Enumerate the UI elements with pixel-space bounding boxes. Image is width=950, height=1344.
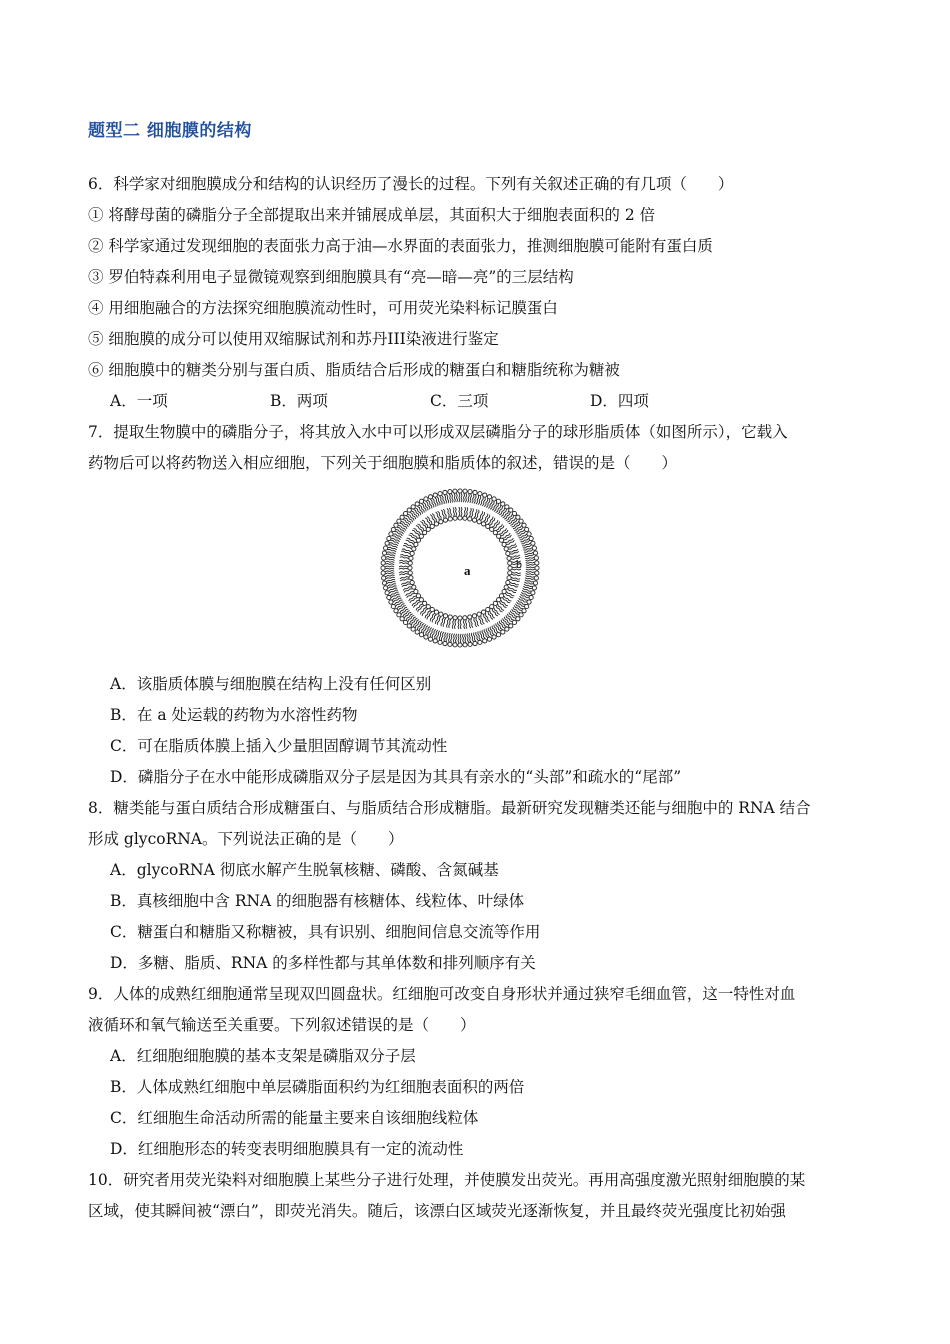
- phospholipid-head: [448, 615, 452, 619]
- phospholipid-head: [415, 630, 419, 634]
- phospholipid-tail: [447, 508, 449, 517]
- phospholipid-head: [519, 519, 523, 523]
- phospholipid-head: [389, 532, 393, 536]
- phospholipid-tail: [385, 563, 394, 564]
- phospholipid-tail: [399, 574, 408, 576]
- phospholipid-tail: [526, 571, 535, 572]
- phospholipid-tail: [526, 562, 535, 563]
- q6-stem: 6．科学家对细胞膜成分和结构的认识经历了漫长的过程。下列有关叙述正确的有几项（ ）: [88, 175, 734, 193]
- phospholipid-head: [414, 542, 418, 546]
- phospholipid-tail: [525, 580, 534, 582]
- phospholipid-head: [516, 515, 520, 519]
- phospholipid-tail: [525, 578, 534, 580]
- phospholipid-tail: [466, 620, 468, 629]
- phospholipid-head: [412, 585, 416, 589]
- q6-item-3: ③ 罗伯特森利用电子显微镜观察到细胞膜具有“亮—暗—亮”的三层结构: [88, 268, 574, 286]
- phospholipid-tail: [399, 571, 408, 573]
- phospholipid-head: [428, 495, 432, 499]
- phospholipid-tail: [455, 507, 457, 516]
- phospholipid-head: [525, 527, 529, 531]
- phospholipid-head: [463, 643, 467, 647]
- q6-item-2: ② 科学家通过发现细胞的表面张力高于油—水界面的表面张力，推测细胞膜可能附有蛋白质: [88, 237, 713, 255]
- phospholipid-head: [458, 489, 462, 493]
- phospholipid-head: [407, 508, 411, 512]
- q6-item-1: ① 将酵母菌的磷脂分子全部提取出来并铺展成单层，其面积大于细胞表面积的 2 倍: [88, 206, 656, 224]
- phospholipid-tail: [512, 574, 521, 576]
- phospholipid-head: [443, 614, 447, 618]
- phospholipid-head: [448, 642, 452, 646]
- phospholipid-tail: [511, 577, 520, 579]
- q10-stem-line1: 10．研究者用荧光染料对细胞膜上某些分子进行处理，并使膜发出荧光。再用高强度激光照射细胞膜的某: [88, 1171, 806, 1189]
- phospholipid-head: [477, 520, 481, 524]
- q6-option-c: C．三项: [430, 392, 489, 410]
- phospholipid-head: [453, 616, 457, 620]
- q8-option-a: A．glycoRNA 彻底水解产生脱氧核糖、磷酸、含氮碱基: [110, 861, 499, 879]
- phospholipid-head: [381, 561, 385, 565]
- phospholipid-tail: [453, 507, 455, 516]
- phospholipid-tail: [469, 633, 471, 642]
- phospholipid-tail: [435, 630, 438, 639]
- phospholipid-head: [487, 495, 491, 499]
- phospholipid-head: [419, 598, 423, 602]
- phospholipid-head: [384, 586, 388, 590]
- phospholipid-tail: [461, 507, 462, 516]
- q7-stem-line2: 药物后可以将药物送入相应细胞，下列关于细胞膜和脂质体的叙述，错误的是（ ）: [88, 454, 678, 472]
- phospholipid-head: [424, 497, 428, 501]
- phospholipid-tail: [458, 620, 459, 629]
- phospholipid-tail: [399, 560, 408, 562]
- phospholipid-head: [483, 493, 487, 497]
- phospholipid-tail: [480, 631, 483, 640]
- phospholipid-head: [486, 524, 490, 528]
- phospholipid-tail: [386, 559, 395, 561]
- phospholipid-head: [387, 536, 391, 540]
- phospholipid-tail: [510, 582, 519, 585]
- phospholipid-head: [434, 610, 438, 614]
- phospholipid-tail: [437, 497, 440, 506]
- phospholipid-head: [468, 642, 472, 646]
- phospholipid-head: [400, 617, 404, 621]
- phospholipid-head: [423, 601, 427, 605]
- phospholipid-head: [443, 518, 447, 522]
- phospholipid-head: [394, 609, 398, 613]
- phospholipid-head: [527, 600, 531, 604]
- phospholipid-head: [496, 633, 500, 637]
- phospholipid-head: [512, 511, 516, 515]
- phospholipid-tail: [385, 573, 394, 574]
- phospholipid-tail: [471, 619, 473, 628]
- phospholipid-tail: [385, 570, 394, 571]
- phospholipid-head: [529, 595, 533, 599]
- phospholipid-head: [499, 594, 503, 598]
- phospholipid-head: [505, 627, 509, 631]
- phospholipid-head: [438, 640, 442, 644]
- phospholipid-head: [505, 505, 509, 509]
- phospholipid-tail: [401, 551, 410, 554]
- phospholipid-head: [522, 609, 526, 613]
- phospholipid-head: [496, 499, 500, 503]
- phospholipid-tail: [432, 629, 435, 637]
- phospholipid-tail: [526, 564, 535, 565]
- phospholipid-head: [439, 612, 443, 616]
- phospholipid-tail: [463, 493, 464, 502]
- phospholipid-head: [397, 519, 401, 523]
- phospholipid-head: [463, 516, 467, 520]
- phospholipid-head: [507, 576, 511, 580]
- phospholipid-head: [453, 489, 457, 493]
- phospholipid-head: [468, 490, 472, 494]
- phospholipid-tail: [510, 549, 519, 552]
- phospholipid-tail: [461, 493, 462, 502]
- phospholipid-head: [426, 605, 430, 609]
- phospholipid-head: [394, 523, 398, 527]
- phospholipid-head: [535, 571, 539, 575]
- phospholipid-tail: [451, 633, 453, 642]
- phospholipid-head: [490, 605, 494, 609]
- phospholipid-head: [502, 589, 506, 593]
- q8-option-c: C．糖蛋白和糖脂又称糖被，具有识别、细胞间信息交流等作用: [110, 923, 541, 941]
- q8-option-d: D．多糖、脂质、RNA 的多样性都与其单体数和排列顺序有关: [110, 954, 536, 972]
- phospholipid-head: [509, 508, 513, 512]
- phospholipid-head: [414, 589, 418, 593]
- phospholipid-head: [409, 576, 413, 580]
- phospholipid-head: [426, 527, 430, 531]
- phospholipid-tail: [465, 493, 466, 502]
- phospholipid-head: [448, 490, 452, 494]
- phospholipid-tail: [467, 633, 469, 642]
- q10-stem-line2: 区域，使其瞬间被“漂白”，即荧光消失。随后，该漂白区域荧光逐渐恢复，并且最终荧光强度比初始强: [88, 1202, 786, 1220]
- phospholipid-tail: [525, 576, 534, 578]
- phospholipid-head: [415, 502, 419, 506]
- figure-label-a: a: [464, 563, 471, 578]
- phospholipid-head: [497, 598, 501, 602]
- q7-option-b: B．在 a 处运载的药物为水溶性药物: [110, 706, 358, 724]
- phospholipid-tail: [385, 568, 394, 569]
- phospholipid-tail: [482, 497, 485, 506]
- phospholipid-head: [504, 547, 508, 551]
- q9-option-d: D．红细胞形态的转变表明细胞膜具有一定的流动性: [110, 1140, 464, 1158]
- phospholipid-head: [391, 527, 395, 531]
- phospholipid-tail: [441, 510, 444, 519]
- phospholipid-head: [416, 594, 420, 598]
- phospholipid-tail: [468, 494, 470, 503]
- phospholipid-head: [430, 524, 434, 528]
- q8-option-b: B．真核细胞中含 RNA 的细胞器有核糖体、线粒体、叶绿体: [110, 892, 525, 910]
- phospholipid-head: [477, 612, 481, 616]
- phospholipid-tail: [454, 620, 456, 629]
- phospholipid-head: [381, 566, 385, 570]
- q9-option-a: A．红细胞细胞膜的基本支架是磷脂双分子层: [110, 1047, 416, 1065]
- phospholipid-head: [410, 551, 414, 555]
- phospholipid-head: [508, 561, 512, 565]
- phospholipid-tail: [399, 566, 408, 567]
- phospholipid-tail: [389, 543, 398, 546]
- phospholipid-tail: [385, 566, 394, 567]
- phospholipid-head: [463, 616, 467, 620]
- phospholipid-head: [382, 551, 386, 555]
- phospholipid-head: [501, 630, 505, 634]
- phospholipid-head: [408, 561, 412, 565]
- phospholipid-head: [525, 604, 529, 608]
- phospholipid-head: [468, 517, 472, 521]
- phospholipid-head: [535, 566, 539, 570]
- phospholipid-head: [424, 635, 428, 639]
- phospholipid-tail: [449, 619, 451, 628]
- phospholipid-tail: [386, 577, 395, 579]
- phospholipid-head: [389, 600, 393, 604]
- phospholipid-head: [411, 505, 415, 509]
- phospholipid-tail: [399, 562, 408, 564]
- section-title: 题型二 细胞膜的结构: [88, 121, 252, 141]
- phospholipid-head: [434, 522, 438, 526]
- phospholipid-head: [473, 641, 477, 645]
- phospholipid-head: [508, 571, 512, 575]
- phospholipid-head: [490, 527, 494, 531]
- liposome-diagram: [378, 486, 542, 650]
- phospholipid-head: [463, 489, 467, 493]
- phospholipid-head: [473, 490, 477, 494]
- phospholipid-tail: [451, 494, 453, 503]
- q6-item-5: ⑤ 细胞膜的成分可以使用双缩脲试剂和苏丹III染液进行鉴定: [88, 330, 499, 348]
- phospholipid-head: [502, 542, 506, 546]
- phospholipid-head: [403, 511, 407, 515]
- phospholipid-head: [387, 595, 391, 599]
- phospholipid-head: [391, 604, 395, 608]
- phospholipid-head: [487, 637, 491, 641]
- q9-stem-line2: 液循环和氧气输送至关重要。下列叙述错误的是（ ）: [88, 1016, 476, 1034]
- phospholipid-head: [499, 538, 503, 542]
- phospholipid-head: [433, 493, 437, 497]
- phospholipid-tail: [464, 507, 466, 516]
- phospholipid-head: [433, 639, 437, 643]
- phospholipid-head: [384, 546, 388, 550]
- phospholipid-tail: [521, 592, 529, 595]
- q9-option-b: B．人体成熟红细胞中单层磷脂面积约为红细胞表面积的两倍: [110, 1078, 525, 1096]
- liposome-figure: [378, 486, 542, 650]
- q6-item-4: ④ 用细胞融合的方法探究细胞膜流动性时，可用荧光染料标记膜蛋白: [88, 299, 558, 317]
- phospholipid-tail: [389, 588, 398, 591]
- phospholipid-tail: [525, 557, 534, 559]
- phospholipid-head: [419, 633, 423, 637]
- phospholipid-tail: [526, 567, 535, 568]
- q8-stem-line1: 8．糖类能与蛋白质结合形成糖蛋白、与脂质结合形成糖脂。最新研究发现糖类还能与细胞中的 RNA 结合: [88, 799, 811, 817]
- phospholipid-tail: [460, 620, 461, 629]
- phospholipid-head: [527, 532, 531, 536]
- q7-option-c: C．可在脂质体膜上插入少量胆固醇调节其流动性: [110, 737, 448, 755]
- q7-stem-line1: 7．提取生物膜中的磷脂分子，将其放入水中可以形成双层磷脂分子的球形脂质体（如图所示），它载入: [88, 423, 788, 441]
- phospholipid-head: [486, 607, 490, 611]
- phospholipid-head: [419, 499, 423, 503]
- phospholipid-head: [481, 610, 485, 614]
- phospholipid-tail: [455, 634, 456, 643]
- phospholipid-head: [381, 571, 385, 575]
- phospholipid-head: [512, 620, 516, 624]
- phospholipid-head: [508, 566, 512, 570]
- phospholipid-head: [453, 643, 457, 647]
- phospholipid-tail: [459, 493, 460, 502]
- q6-option-d: D．四项: [590, 392, 649, 410]
- phospholipid-tail: [386, 557, 395, 559]
- phospholipid-tail: [402, 584, 411, 587]
- phospholipid-head: [506, 551, 510, 555]
- phospholipid-head: [416, 538, 420, 542]
- phospholipid-head: [453, 516, 457, 520]
- phospholipid-tail: [399, 568, 408, 569]
- phospholipid-head: [428, 637, 432, 641]
- q6-option-a: A．一项: [110, 392, 168, 410]
- phospholipid-head: [439, 520, 443, 524]
- q9-option-c: C．红细胞生命活动所需的能量主要来自该细胞线粒体: [110, 1109, 479, 1127]
- phospholipid-head: [535, 561, 539, 565]
- phospholipid-head: [504, 585, 508, 589]
- phospholipid-head: [497, 534, 501, 538]
- phospholipid-tail: [456, 493, 457, 502]
- phospholipid-head: [531, 541, 535, 545]
- phospholipid-head: [408, 571, 412, 575]
- phospholipid-head: [531, 591, 535, 595]
- phospholipid-head: [403, 620, 407, 624]
- phospholipid-head: [493, 601, 497, 605]
- phospholipid-head: [458, 616, 462, 620]
- phospholipid-head: [382, 581, 386, 585]
- phospholipid-tail: [386, 554, 395, 556]
- phospholipid-tail: [386, 575, 395, 577]
- phospholipid-head: [481, 522, 485, 526]
- phospholipid-tail: [465, 634, 466, 643]
- phospholipid-head: [492, 635, 496, 639]
- phospholipid-tail: [526, 569, 535, 570]
- q6-options: [110, 390, 750, 412]
- q8-stem-line2: 形成 glycoRNA。下列说法正确的是（ ）: [88, 830, 404, 848]
- phospholipid-head: [419, 534, 423, 538]
- phospholipid-head: [408, 566, 412, 570]
- phospholipid-tail: [463, 620, 465, 629]
- phospholipid-head: [492, 497, 496, 501]
- phospholipid-tail: [484, 498, 487, 506]
- phospholipid-head: [468, 615, 472, 619]
- q6-option-b: B．两项: [270, 392, 328, 410]
- phospholipid-tail: [385, 561, 394, 562]
- phospholipid-tail: [474, 509, 477, 518]
- phospholipid-tail: [525, 559, 534, 561]
- phospholipid-tail: [476, 618, 479, 627]
- phospholipid-head: [472, 614, 476, 618]
- phospholipid-head: [507, 556, 511, 560]
- phospholipid-head: [443, 490, 447, 494]
- phospholipid-head: [409, 556, 413, 560]
- figure-label-b: b: [516, 557, 522, 571]
- phospholipid-tail: [472, 494, 474, 503]
- q9-stem-line1: 9．人体的成熟红细胞通常呈现双凹圆盘状。红细胞可改变自身形状并通过狭窄毛细血管，这一特性对血: [88, 985, 796, 1003]
- phospholipid-tail: [469, 508, 471, 517]
- phospholipid-head: [385, 591, 389, 595]
- phospholipid-head: [472, 518, 476, 522]
- phospholipid-head: [411, 627, 415, 631]
- phospholipid-tail: [454, 493, 455, 502]
- phospholipid-tail: [522, 590, 531, 593]
- phospholipid-head: [382, 556, 386, 560]
- phospholipid-tail: [400, 557, 409, 559]
- phospholipid-head: [483, 639, 487, 643]
- phospholipid-head: [501, 502, 505, 506]
- phospholipid-head: [519, 613, 523, 617]
- phospholipid-tail: [459, 507, 460, 516]
- phospholipid-head: [448, 517, 452, 521]
- phospholipid-tail: [443, 618, 446, 627]
- phospholipid-head: [534, 556, 538, 560]
- q7-option-a: A．该脂质体膜与细胞膜在结构上没有任何区别: [110, 675, 432, 693]
- phospholipid-tail: [453, 634, 454, 643]
- phospholipid-tail: [400, 579, 409, 581]
- phospholipid-head: [382, 576, 386, 580]
- phospholipid-head: [412, 547, 416, 551]
- phospholipid-head: [410, 580, 414, 584]
- phospholipid-head: [478, 492, 482, 496]
- phospholipid-head: [397, 613, 401, 617]
- phospholipid-head: [458, 516, 462, 520]
- phospholipid-tail: [466, 507, 468, 516]
- phospholipid-head: [533, 581, 537, 585]
- phospholipid-head: [407, 624, 411, 628]
- phospholipid-tail: [390, 540, 398, 543]
- phospholipid-head: [478, 640, 482, 644]
- phospholipid-head: [458, 643, 462, 647]
- phospholipid-head: [532, 546, 536, 550]
- phospholipid-tail: [460, 634, 461, 643]
- q7-option-d: D．磷脂分子在水中能形成磷脂双分子层是因为其具有亲水的“头部”和疏水的“尾部”: [110, 768, 682, 786]
- phospholipid-head: [506, 580, 510, 584]
- phospholipid-tail: [449, 633, 451, 642]
- phospholipid-tail: [458, 634, 459, 643]
- phospholipid-tail: [452, 620, 454, 629]
- phospholipid-head: [534, 576, 538, 580]
- phospholipid-head: [443, 641, 447, 645]
- phospholipid-head: [438, 492, 442, 496]
- q6-item-6: ⑥ 细胞膜中的糖类分别与蛋白质、脂质结合后形成的糖蛋白和糖脂统称为糖被: [88, 361, 620, 379]
- phospholipid-tail: [523, 545, 532, 548]
- phospholipid-head: [430, 607, 434, 611]
- phospholipid-head: [522, 523, 526, 527]
- phospholipid-head: [493, 531, 497, 535]
- phospholipid-head: [516, 617, 520, 621]
- phospholipid-tail: [470, 494, 472, 503]
- phospholipid-head: [423, 531, 427, 535]
- phospholipid-tail: [462, 634, 463, 643]
- phospholipid-head: [509, 624, 513, 628]
- phospholipid-tail: [512, 572, 521, 574]
- phospholipid-head: [400, 515, 404, 519]
- phospholipid-tail: [446, 633, 448, 642]
- phospholipid-tail: [526, 573, 535, 574]
- phospholipid-head: [529, 536, 533, 540]
- phospholipid-tail: [449, 494, 451, 503]
- phospholipid-head: [533, 551, 537, 555]
- phospholipid-head: [532, 586, 536, 590]
- phospholipid-head: [385, 541, 389, 545]
